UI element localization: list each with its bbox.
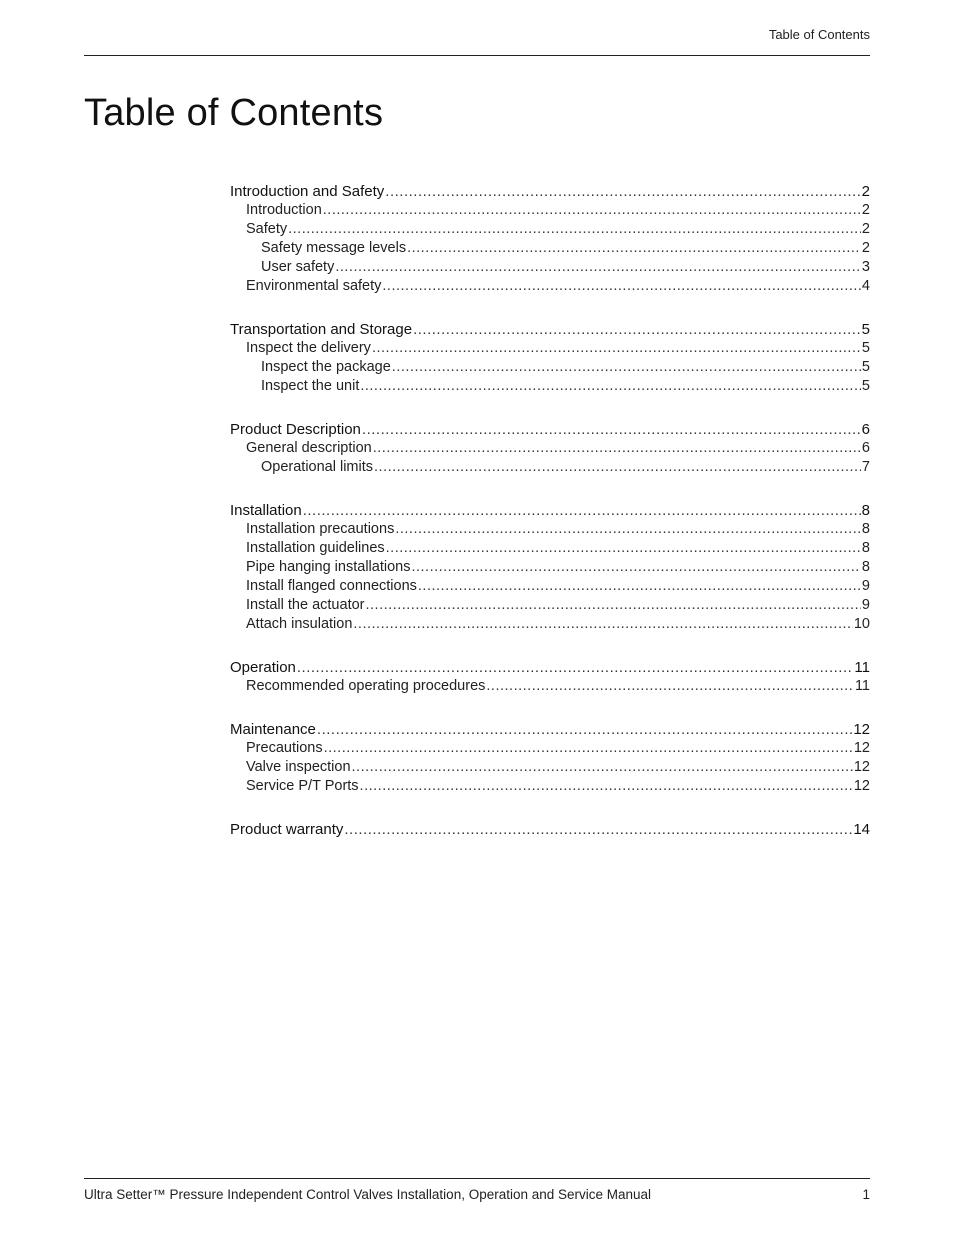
toc-entry-title: Install flanged connections — [246, 578, 417, 594]
dot-leader — [335, 258, 861, 277]
toc-subentry[interactable] — [230, 758, 870, 777]
footer-document-title: Ultra Setter™ Pressure Independent Control Valves Installation, Operation and Service Manual — [84, 1187, 652, 1202]
toc-entry-page: 9 — [861, 578, 870, 594]
dot-leader — [366, 596, 861, 615]
dot-leader — [324, 739, 853, 758]
toc-entry-page: 9 — [861, 597, 870, 613]
toc-entry-title: Install the actuator — [246, 597, 365, 613]
toc-section-entry[interactable] — [230, 720, 870, 739]
toc-entry-page: 12 — [853, 740, 870, 756]
toc-section — [230, 820, 870, 839]
toc-section — [230, 320, 870, 396]
toc-subentry[interactable] — [230, 339, 870, 358]
footer-page-number: 1 — [862, 1187, 870, 1202]
toc-subentry[interactable] — [230, 239, 870, 258]
toc-section — [230, 658, 870, 696]
header-divider — [84, 55, 870, 56]
dot-leader — [418, 577, 861, 596]
dot-leader — [411, 558, 860, 577]
dot-leader — [344, 820, 852, 839]
toc-subentry[interactable] — [230, 458, 870, 477]
toc-entry-page: 14 — [853, 821, 870, 838]
toc-entry-title: Service P/T Ports — [246, 778, 359, 794]
toc-entry-title: Installation precautions — [246, 521, 395, 537]
toc-entry-page: 11 — [854, 659, 870, 676]
toc-entry-page: 5 — [861, 378, 870, 394]
toc-subentry[interactable] — [230, 439, 870, 458]
toc-entry-page: 2 — [861, 202, 870, 218]
toc-entry-page: 11 — [854, 678, 870, 694]
dot-leader — [323, 201, 861, 220]
toc-entry-page: 5 — [861, 340, 870, 356]
toc-entry-title: Inspect the delivery — [246, 340, 371, 356]
toc-entry-title: Installation — [230, 502, 302, 519]
toc-subentry[interactable] — [230, 377, 870, 396]
dot-leader — [407, 239, 861, 258]
toc-subentry[interactable] — [230, 201, 870, 220]
toc-entry-title: Safety — [246, 221, 288, 237]
toc-entry-page: 5 — [861, 359, 870, 375]
toc-entry-page: 10 — [853, 616, 870, 632]
toc-entry-title: Safety message levels — [261, 240, 407, 256]
toc-subentry[interactable] — [230, 558, 870, 577]
toc-subentry[interactable] — [230, 615, 870, 634]
toc-entry-page: 5 — [861, 321, 870, 338]
toc-entry-title: Introduction — [246, 202, 322, 218]
toc-section — [230, 420, 870, 477]
dot-leader — [372, 339, 861, 358]
dot-leader — [360, 777, 853, 796]
running-header: Table of Contents — [768, 27, 870, 42]
toc-entry-title: User safety — [261, 259, 335, 275]
toc-entry-page: 12 — [853, 721, 870, 738]
toc-entry-page: 12 — [853, 778, 870, 794]
toc-section-entry[interactable] — [230, 501, 870, 520]
toc-entry-title: Installation guidelines — [246, 540, 385, 556]
page-title: Table of Contents — [84, 92, 384, 134]
toc-section-entry[interactable] — [230, 182, 870, 201]
toc-section — [230, 501, 870, 634]
toc-entry-page: 6 — [861, 421, 870, 438]
toc-entry-title: Precautions — [246, 740, 323, 756]
toc-entry-page: 6 — [861, 440, 870, 456]
toc-section-entry[interactable] — [230, 820, 870, 839]
toc-subentry[interactable] — [230, 539, 870, 558]
dot-leader — [386, 539, 861, 558]
toc-entry-title: Operational limits — [261, 459, 374, 475]
toc-subentry[interactable] — [230, 777, 870, 796]
toc-section — [230, 720, 870, 796]
table-of-contents — [230, 182, 870, 863]
toc-entry-title: Pipe hanging installations — [246, 559, 411, 575]
toc-entry-page: 2 — [861, 183, 870, 200]
toc-subentry[interactable] — [230, 358, 870, 377]
dot-leader — [413, 320, 861, 339]
toc-entry-page: 8 — [861, 540, 870, 556]
toc-subentry[interactable] — [230, 596, 870, 615]
toc-subentry[interactable] — [230, 220, 870, 239]
toc-subentry[interactable] — [230, 739, 870, 758]
dot-leader — [373, 439, 861, 458]
toc-entry-title: Inspect the package — [261, 359, 391, 375]
dot-leader — [303, 501, 861, 520]
toc-entry-title: Inspect the unit — [261, 378, 360, 394]
toc-section — [230, 182, 870, 296]
toc-entry-title: Transportation and Storage — [230, 321, 413, 338]
toc-entry-page: 2 — [861, 240, 870, 256]
toc-subentry[interactable] — [230, 520, 870, 539]
toc-entry-title: Product warranty — [230, 821, 344, 838]
toc-entry-title: Valve inspection — [246, 759, 351, 775]
dot-leader — [360, 377, 861, 396]
toc-entry-title: Recommended operating procedures — [246, 678, 486, 694]
toc-entry-title: Product Description — [230, 421, 361, 438]
toc-entry-title: Maintenance — [230, 721, 316, 738]
dot-leader — [395, 520, 861, 539]
toc-entry-page: 8 — [861, 521, 870, 537]
toc-entry-title: Environmental safety — [246, 278, 382, 294]
dot-leader — [486, 677, 854, 696]
dot-leader — [297, 658, 854, 677]
toc-section-entry[interactable] — [230, 320, 870, 339]
toc-entry-page: 2 — [861, 221, 870, 237]
dot-leader — [317, 720, 852, 739]
toc-entry-page: 4 — [861, 278, 870, 294]
toc-entry-title: Attach insulation — [246, 616, 353, 632]
dot-leader — [352, 758, 853, 777]
toc-subentry[interactable] — [230, 577, 870, 596]
toc-entry-page: 8 — [861, 502, 870, 519]
dot-leader — [374, 458, 861, 477]
dot-leader — [392, 358, 861, 377]
toc-entry-title: General description — [246, 440, 372, 456]
toc-entry-page: 7 — [861, 459, 870, 475]
toc-section-entry[interactable] — [230, 420, 870, 439]
toc-subentry[interactable] — [230, 277, 870, 296]
dot-leader — [362, 420, 861, 439]
toc-section-entry[interactable] — [230, 658, 870, 677]
toc-entry-page: 3 — [861, 259, 870, 275]
dot-leader — [353, 615, 852, 634]
toc-entry-title: Introduction and Safety — [230, 183, 385, 200]
toc-subentry[interactable] — [230, 677, 870, 696]
toc-subentry[interactable] — [230, 258, 870, 277]
toc-entry-page: 12 — [853, 759, 870, 775]
dot-leader — [385, 182, 860, 201]
dot-leader — [382, 277, 861, 296]
toc-entry-page: 8 — [861, 559, 870, 575]
toc-entry-title: Operation — [230, 659, 296, 676]
footer-divider — [84, 1178, 870, 1179]
dot-leader — [288, 220, 861, 239]
